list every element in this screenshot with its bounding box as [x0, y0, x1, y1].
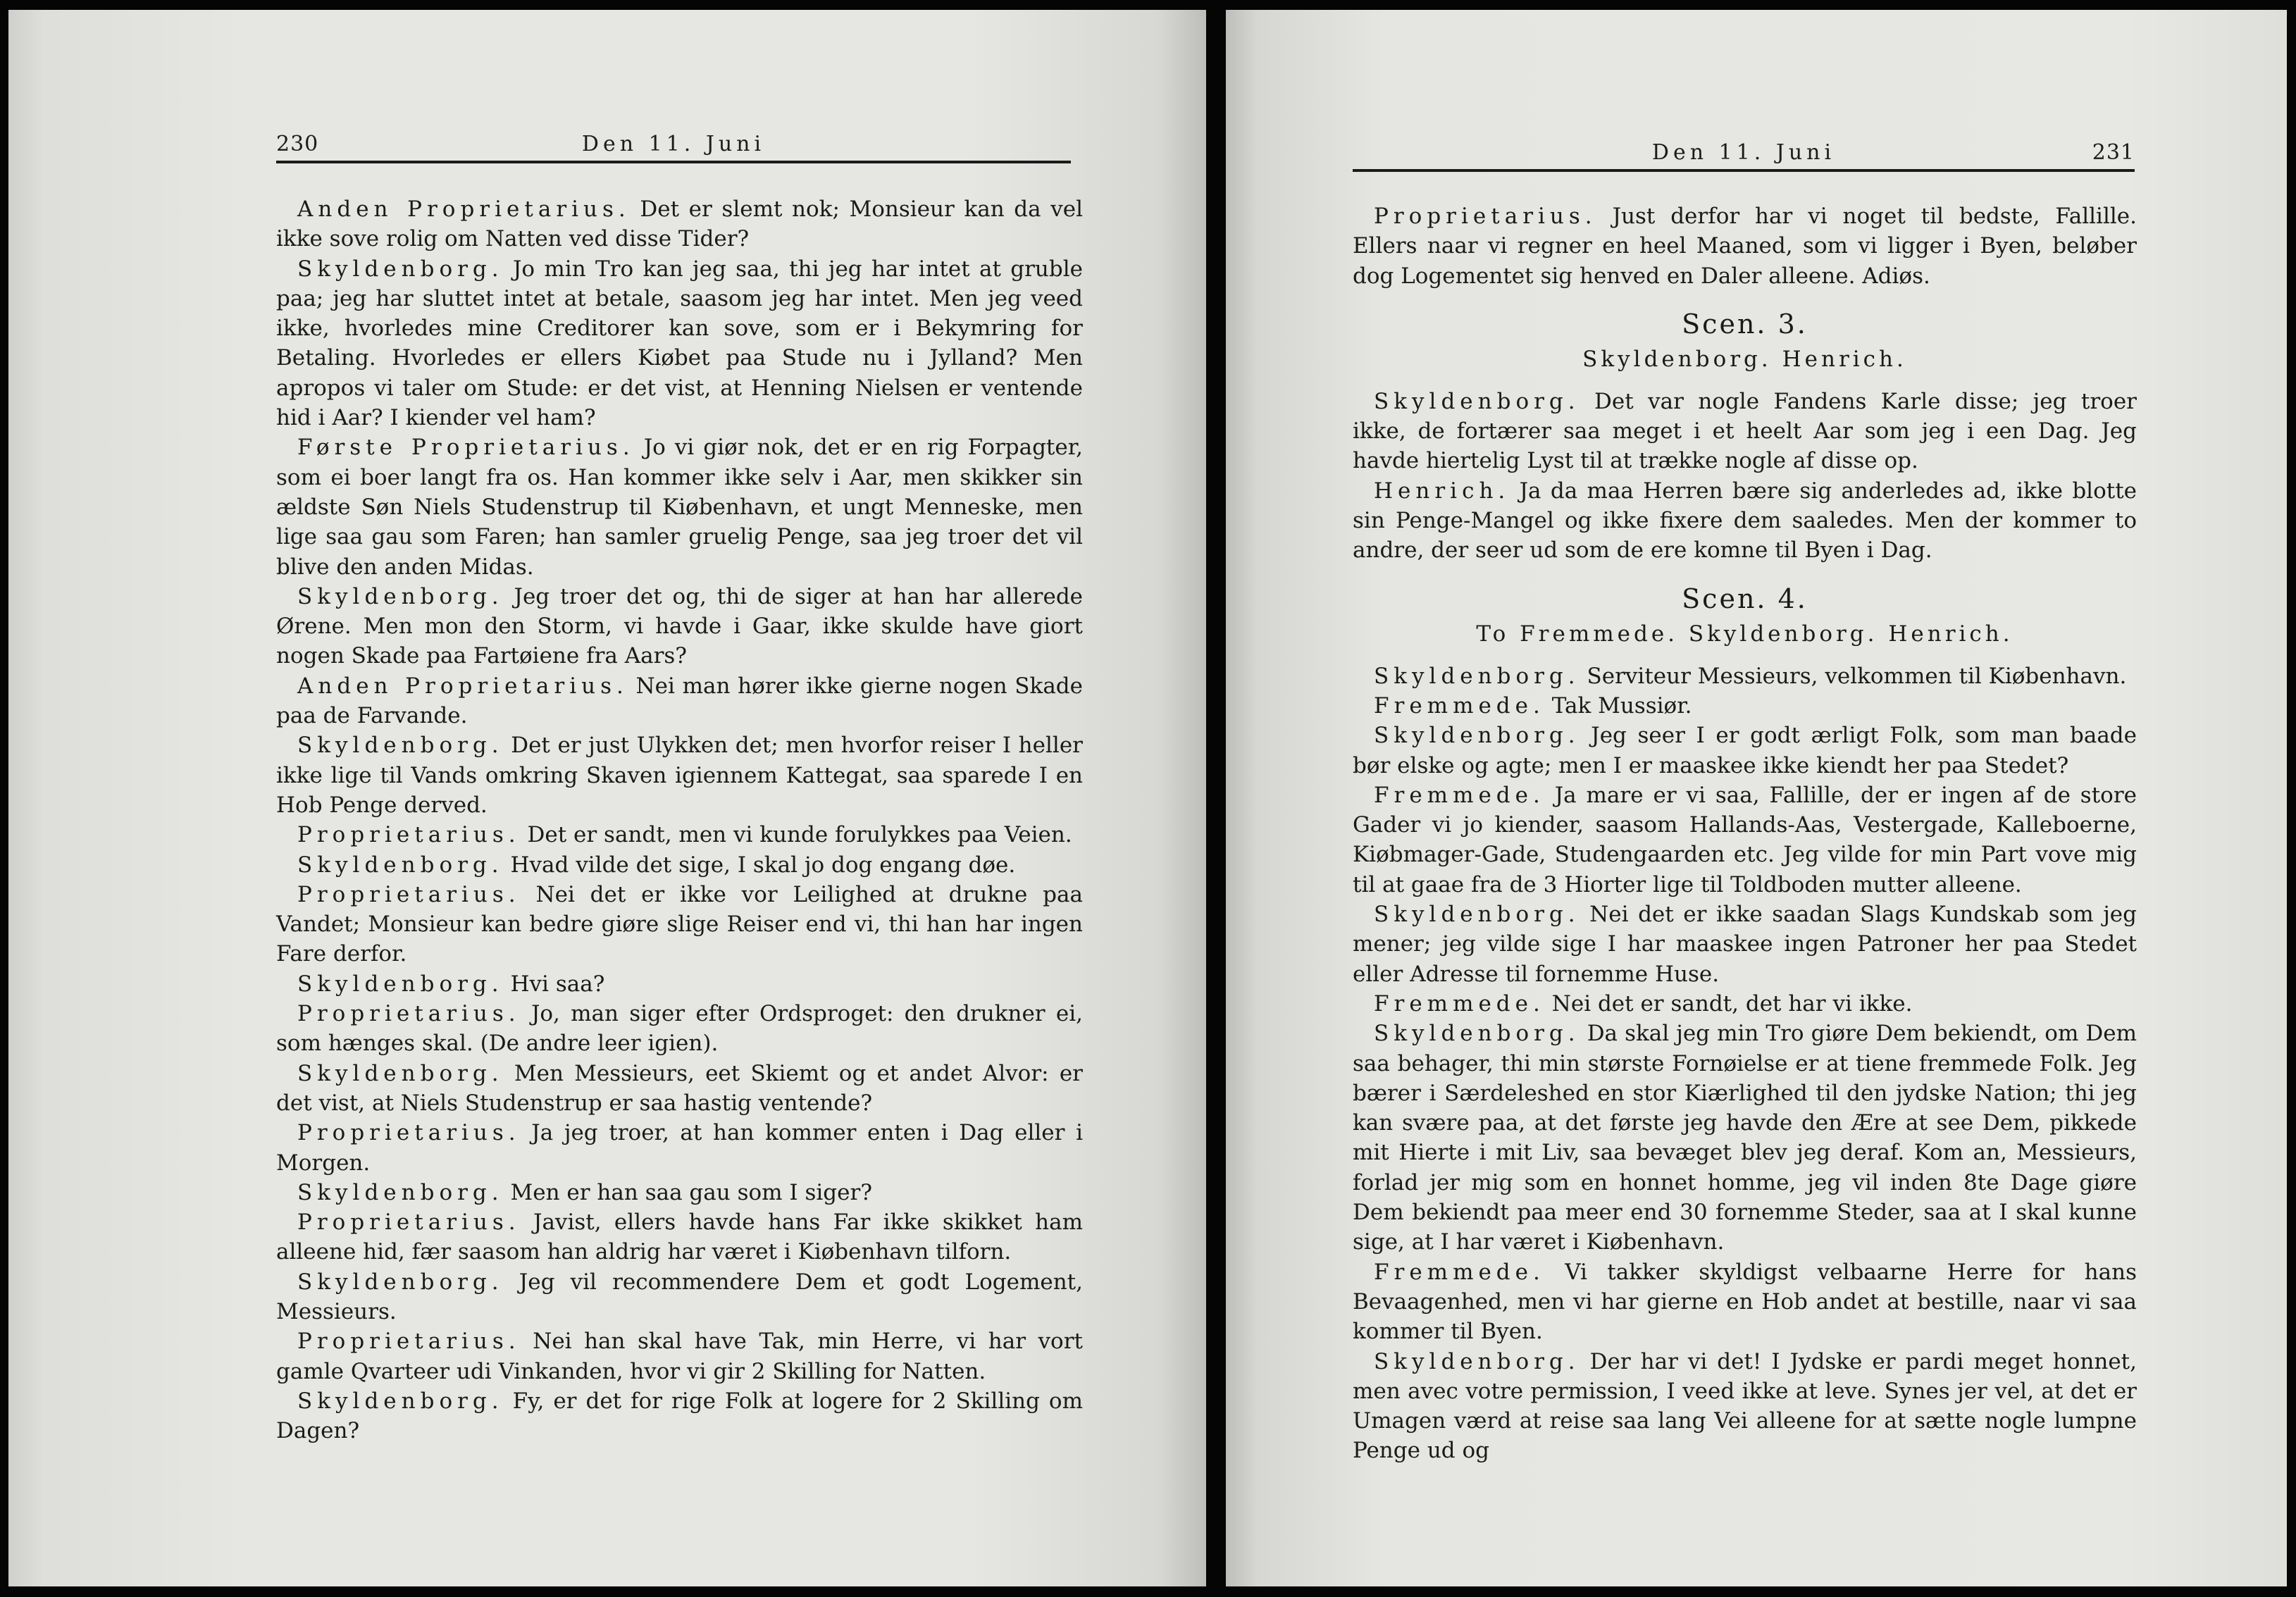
speaker-name: Proprietarius.	[297, 1329, 521, 1355]
dialogue-text: Jo, man siger efter Ordsproget: den drukner ei, som hænges skal. (De andre leer igien).	[276, 1001, 1083, 1057]
dialogue-text: Da skal jeg min Tro giøre Dem bekiendt, om Dem saa behager, thi min største Fornøielse er at tiene fremmede Folk. Jeg bærer i Særdeleshed en stor Kiærlighed til den jydske Nation; thi jeg kan sværе paa, at det første jeg havde den Ære at see Dem, pikkede mit Hierte i mit Liv, saa bevæget blev jeg deraf. Kom an, Messieurs, forlad jer mig som en honnet homme, jeg vil inden 8te Dage giøre Dem bekiendt paa meer end 30 fornemme Steder, saa at I skal kunne sige, at I har været i Kiøbenhavn.	[1353, 1021, 2137, 1255]
dialogue-paragraph	[276, 969, 1083, 999]
speaker-name: Anden Proprietarius.	[297, 673, 628, 699]
dialogue-paragraph	[276, 1178, 1083, 1207]
running-head: Den 11. Juni	[1651, 140, 1836, 165]
speaker-name: Skyldenborg.	[297, 1179, 504, 1205]
dialogue-paragraph	[276, 582, 1083, 671]
left-page-header	[276, 128, 1071, 163]
page-number: 231	[2092, 140, 2135, 165]
scene-cast-list: To Fremmede. Skyldenborg. Henrich.	[1476, 621, 2013, 647]
dialogue-paragraph	[276, 880, 1083, 969]
dialogue-text: Det er just Ulykken det; men hvorfor reiser I heller ikke lige til Vands omkring Skaven igiennem Kattegat, saa sparede I en Hob Penge derved.	[276, 733, 1083, 818]
dialogue-text: Der har vi det! I Jydske er pardi meget honnet, men avec votre permission, I veed ikke at leve. Synes jer vel, at det er Umagen værd at reise saa lang Vei alleene for at sætte nogle lumpne Penge ud og	[1353, 1348, 2137, 1464]
dialogue-paragraph	[276, 731, 1083, 820]
speaker-name: Skyldenborg.	[1374, 388, 1580, 414]
dialogue-text: Jeg troer det og, thi de siger at han har allerede Ørene. Men mon den Storm, vi havde i Gaar, ikke skulde have giort nogen Skade paa Fartøiene fra Aars?	[276, 583, 1084, 669]
left-page	[8, 10, 1206, 1586]
dialogue-paragraph	[1353, 661, 2137, 691]
dialogue-paragraph	[1353, 201, 2137, 291]
dialogue-paragraph	[276, 1118, 1083, 1178]
speaker-name: Fremmede.	[1374, 990, 1545, 1017]
running-head: Den 11. Juni	[581, 132, 766, 156]
dialogue-text: Men er han saa gau som I siger?	[510, 1179, 872, 1205]
dialogue-paragraph	[276, 999, 1083, 1059]
dialogue-paragraph	[276, 1267, 1083, 1327]
speaker-name: Proprietarius.	[297, 1001, 521, 1027]
speaker-name: Skyldenborg.	[297, 583, 504, 609]
speaker-name: Fremmede.	[1374, 692, 1545, 719]
speaker-name: Skyldenborg.	[297, 1388, 504, 1414]
dialogue-paragraph	[1353, 900, 2137, 989]
speaker-name: Skyldenborg.	[1374, 1021, 1580, 1047]
speaker-name: Skyldenborg.	[297, 1060, 504, 1086]
speaker-name: Skyldenborg.	[297, 256, 504, 282]
speaker-name: Første Proprietarius.	[297, 435, 635, 461]
dialogue-text: Hvi saa?	[510, 971, 605, 997]
dialogue-text: Ja mare er vi saa, Fallille, der er ingen af de store Gader vi jo kiender, saasom Hallands-Aas, Vestergade, Kalleboerne, Kiøbmager-Gade, Studengaarden etc. Jeg vilde for min Part vove mig til at gaae fra de 3 Hiorter lige til Toldboden mutter alleene.	[1353, 782, 2137, 897]
dialogue-paragraph	[1353, 1347, 2137, 1466]
speaker-name: Skyldenborg.	[1374, 723, 1580, 749]
page-number: 230	[276, 132, 319, 156]
dialogue-paragraph	[276, 1326, 1083, 1386]
dialogue-text: Men Messieurs, eet Skiemt og et andet Alvor: er det vist, at Niels Studenstrup er saa hastig ventende?	[276, 1060, 1083, 1116]
dialogue-paragraph	[1353, 781, 2137, 900]
dialogue-text: Hvad vilde det sige, I skal jo dog engang døe.	[510, 852, 1016, 878]
dialogue-paragraph	[1353, 1019, 2137, 1257]
dialogue-text: Jo min Tro kan jeg saa, thi jeg har intet at gruble paa; jeg har sluttet intet at betale, saasom jeg har intet. Men jeg veed ikke, hvorledes mine Creditorer kan sove, som er i Bekymring for Betaling. Hvorledes er ellers Kiøbet paa Stude nu i Jylland? Men apropos vi taler om Stude: er det vist, at Henning Nielsen er ventende hid i Aar? I kiender vel ham?	[276, 256, 1083, 431]
dialogue-text: Jo vi giør nok, det er en rig Forpagter, som ei boer langt fra os. Han kommer ikke selv i Aar, men skikker sin ældste Søn Niels Studenstrup til Kiøbenhavn, et ungt Menneske, men lige saa gau som Faren; han samler gruelig Penge, saa jeg troer det vil blive den anden Midas.	[276, 435, 1084, 580]
dialogue-paragraph	[276, 671, 1083, 731]
dialogue-paragraph	[276, 194, 1083, 254]
speaker-name: Skyldenborg.	[1374, 902, 1580, 928]
dialogue-paragraph	[1353, 1257, 2137, 1347]
dialogue-text: Fy, er det for rige Folk at logere for 2 Skilling om Dagen?	[276, 1388, 1083, 1444]
dialogue-paragraph	[276, 820, 1083, 850]
dialogue-text: Det er slemt nok; Monsieur kan da vel ikke sove rolig om Natten ved disse Tider?	[276, 197, 1083, 252]
dialogue-text: Det er sandt, men vi kunde forulykkes paa Veien.	[527, 822, 1072, 848]
dialogue-text: Jeg vil recommendere Dem et godt Logement, Messieurs.	[276, 1269, 1083, 1324]
scene-heading: Scen. 4.	[1682, 583, 1808, 614]
dialogue-paragraph	[276, 254, 1083, 433]
dialogue-paragraph	[276, 1207, 1083, 1267]
dialogue-paragraph	[1353, 691, 2137, 721]
dialogue-text: Ja jeg troer, at han kommer enten i Dag eller i Morgen.	[276, 1120, 1083, 1176]
dialogue-text: Jeg seer I er godt ærligt Folk, som man baade bør elske og agte; men I er maaskee ikke kiendt her paa Stedet?	[1353, 723, 2137, 778]
speaker-name: Skyldenborg.	[297, 971, 504, 997]
dialogue-text: Det var nogle Fandens Karle disse; jeg troer ikke, de fortærer saa meget i et heelt Aar som jeg i een Dag. Jeg havde hiertelig Lyst til at trække nogle af disse op.	[1353, 388, 2137, 474]
dialogue-paragraph	[1353, 387, 2137, 476]
speaker-name: Skyldenborg.	[1374, 663, 1580, 689]
scene-heading: Scen. 3.	[1682, 308, 1808, 340]
right-page-header	[1353, 137, 2135, 172]
dialogue-text: Nei det er ikke vor Leilighed at drukne paa Vandet; Monsieur kan bedre giøre slige Reiser end vi, thi han har ingen Fare derfor.	[276, 881, 1083, 967]
speaker-name: Proprietarius.	[297, 881, 521, 907]
dialogue-paragraph	[1353, 989, 2137, 1019]
dialogue-text: Nei det er ikke saadan Slags Kundskab som jeg mener; jeg vilde sige I har maaskee ingen Patroner her paa Stedet eller Adresse til fornemme Huse.	[1353, 902, 2137, 987]
dialogue-paragraph	[276, 433, 1083, 581]
dialogue-paragraph	[276, 1059, 1083, 1119]
speaker-name: Proprietarius.	[1374, 204, 1597, 229]
speaker-name: Anden Proprietarius.	[297, 197, 631, 222]
dialogue-text: Javist, ellers havde hans Far ikke skikket ham alleene hid, fær saasom han aldrig har været i Kiøbenhavn tilforn.	[276, 1210, 1083, 1265]
right-page-text	[1353, 201, 2137, 1466]
dialogue-paragraph	[1353, 721, 2137, 781]
speaker-name: Proprietarius.	[297, 1120, 521, 1146]
speaker-name: Skyldenborg.	[1374, 1348, 1580, 1374]
dialogue-text: Nei det er sandt, det har vi ikke.	[1551, 990, 1913, 1017]
speaker-name: Proprietarius.	[297, 1210, 521, 1236]
right-page	[1226, 10, 2287, 1586]
speaker-name: Skyldenborg.	[297, 1269, 504, 1295]
speaker-name: Proprietarius.	[297, 822, 521, 848]
scene-cast-list: Skyldenborg. Henrich.	[1582, 346, 1907, 372]
speaker-name: Fremmede.	[1374, 782, 1545, 808]
dialogue-paragraph	[276, 1386, 1083, 1446]
dialogue-paragraph	[1353, 476, 2137, 566]
dialogue-text: Nei man hører ikke gierne nogen Skade paa de Farvande.	[276, 673, 1083, 729]
speaker-name: Skyldenborg.	[297, 852, 504, 878]
left-page-text	[276, 194, 1083, 1446]
dialogue-text: Ja da maa Herren bære sig anderledes ad, ikke blotte sin Penge-Mangel og ikke fixere dem saaledes. Men der kommer to andre, der seer ud som de ere komne til Byen i Dag.	[1353, 478, 2137, 564]
speaker-name: Skyldenborg.	[297, 733, 504, 759]
dialogue-paragraph	[276, 850, 1083, 880]
dialogue-text: Serviteur Messieurs, velkommen til Kiøbenhavn.	[1587, 663, 2127, 689]
dialogue-text: Tak Mussiør.	[1551, 692, 1692, 719]
speaker-name: Henrich.	[1374, 478, 1510, 504]
speaker-name: Fremmede.	[1374, 1259, 1545, 1285]
dialogue-text: Just derfor har vi noget til bedste, Fallille. Ellers naar vi regner en heel Maaned, som vi ligger i Byen, beløber dog Logementet sig henved en Daler alleene. Adiøs.	[1353, 204, 2137, 289]
dialogue-text: Nei han skal have Tak, min Herre, vi har vort gamle Qvarteer udi Vinkanden, hvor vi gir 2 Skilling for Natten.	[276, 1329, 1083, 1384]
dialogue-text: Vi takker skyldigst velbaarne Herre for hans Bevaagenhed, men vi har gierne en Hob andet at bestille, naar vi saa kommer til Byen.	[1353, 1259, 2137, 1345]
